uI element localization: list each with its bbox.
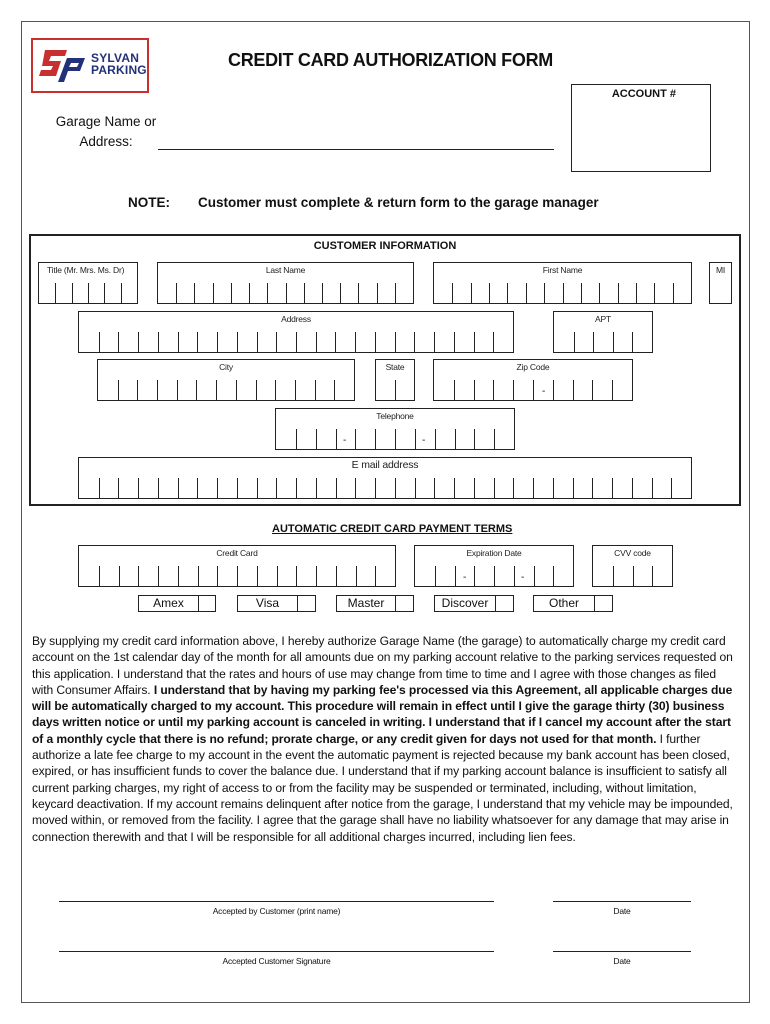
expiration-date-field[interactable]	[414, 545, 574, 587]
char-box-tick	[277, 566, 278, 586]
char-box-tick	[178, 566, 179, 586]
char-box-tick	[336, 429, 337, 449]
zip-code-label: Zip Code	[516, 362, 550, 372]
char-box-tick	[375, 332, 376, 352]
zip-code-field[interactable]	[433, 359, 633, 401]
char-box-tick	[592, 380, 593, 400]
exp-separator-1: -	[463, 572, 467, 583]
char-box-tick	[316, 478, 317, 498]
char-box-tick	[237, 332, 238, 352]
char-box-tick	[177, 380, 178, 400]
card-type-other[interactable]	[533, 595, 613, 612]
char-box-tick	[395, 478, 396, 498]
sp-logo-mark-icon	[37, 46, 89, 86]
title-field[interactable]	[38, 262, 138, 304]
date-line-1[interactable]	[553, 901, 691, 902]
middle-initial-field[interactable]	[709, 262, 732, 304]
char-box-tick	[494, 566, 495, 586]
char-box-tick	[119, 566, 120, 586]
char-box-tick	[178, 478, 179, 498]
char-box-tick	[553, 478, 554, 498]
char-box-tick	[395, 429, 396, 449]
char-box-tick	[533, 380, 534, 400]
card-type-master[interactable]	[336, 595, 414, 612]
char-box-tick	[599, 283, 600, 303]
char-box-tick	[455, 429, 456, 449]
char-box-tick	[257, 566, 258, 586]
char-box-tick	[304, 283, 305, 303]
char-box-tick	[573, 478, 574, 498]
city-label: City	[219, 362, 233, 372]
char-box-tick	[593, 332, 594, 352]
char-box-tick	[336, 566, 337, 586]
note-label: NOTE:	[128, 195, 170, 210]
credit-card-number-field[interactable]	[78, 545, 396, 587]
char-box-tick	[395, 332, 396, 352]
char-box-tick	[118, 332, 119, 352]
char-box-tick	[296, 429, 297, 449]
note-text: Customer must complete & return form to the garage manager	[198, 195, 599, 210]
card-type-amex-label: Amex	[139, 596, 199, 611]
char-box-tick	[435, 429, 436, 449]
char-box-tick	[375, 478, 376, 498]
title-field-label: Title (Mr. Mrs. Ms. Dr)	[47, 265, 125, 275]
char-box-tick	[267, 283, 268, 303]
char-box-tick	[296, 478, 297, 498]
char-box-tick	[435, 566, 436, 586]
char-box-tick	[138, 332, 139, 352]
char-box-tick	[553, 566, 554, 586]
char-box-tick	[138, 566, 139, 586]
char-box-tick	[454, 380, 455, 400]
char-box-tick	[494, 478, 495, 498]
char-box-tick	[118, 478, 119, 498]
char-box-tick	[494, 429, 495, 449]
char-box-tick	[671, 478, 672, 498]
char-box-tick	[104, 283, 105, 303]
char-box-tick	[236, 380, 237, 400]
char-box-tick	[257, 478, 258, 498]
char-box-tick	[213, 283, 214, 303]
char-box-tick	[256, 380, 257, 400]
char-box-tick	[632, 332, 633, 352]
char-box-tick	[335, 332, 336, 352]
address-label: Address	[281, 314, 311, 324]
cvv-field[interactable]	[592, 545, 673, 587]
char-box-tick	[474, 380, 475, 400]
char-box-tick	[474, 332, 475, 352]
email-label: E mail address	[351, 459, 419, 471]
char-box-tick	[217, 566, 218, 586]
last-name-label: Last Name	[265, 265, 306, 275]
payment-terms-heading: AUTOMATIC CREDIT CARD PAYMENT TERMS	[272, 523, 513, 535]
card-type-discover[interactable]	[434, 595, 514, 612]
char-box-tick	[654, 283, 655, 303]
char-box-tick	[563, 283, 564, 303]
char-box-tick	[237, 566, 238, 586]
char-box-tick	[415, 478, 416, 498]
card-type-other-label: Other	[534, 596, 595, 611]
char-box-tick	[138, 478, 139, 498]
zip-separator: -	[542, 386, 546, 397]
logo-text: SYLVAN PARKING	[91, 51, 147, 77]
apt-label: APT	[595, 314, 611, 324]
expiration-label: Expiration Date	[466, 548, 522, 558]
print-name-label: Accepted by Customer (print name)	[212, 906, 341, 916]
char-box-tick	[217, 478, 218, 498]
char-box-tick	[137, 380, 138, 400]
char-box-tick	[355, 332, 356, 352]
signature-line[interactable]	[59, 951, 494, 952]
exp-separator-2: -	[521, 572, 525, 583]
char-box-tick	[434, 478, 435, 498]
char-box-tick	[358, 283, 359, 303]
card-type-visa-label: Visa	[238, 596, 298, 611]
char-box-tick	[216, 380, 217, 400]
char-box-tick	[553, 380, 554, 400]
char-box-tick	[474, 566, 475, 586]
form-title: CREDIT CARD AUTHORIZATION FORM	[228, 50, 553, 70]
char-box-tick	[55, 283, 56, 303]
char-box-tick	[395, 380, 396, 400]
char-box-tick	[652, 566, 653, 586]
char-box-tick	[612, 478, 613, 498]
char-box-tick	[493, 380, 494, 400]
char-box-tick	[257, 332, 258, 352]
sylvan-parking-logo	[31, 38, 149, 93]
char-box-tick	[526, 283, 527, 303]
char-box-tick	[158, 478, 159, 498]
char-box-tick	[340, 283, 341, 303]
date-label-2: Date	[613, 956, 631, 966]
char-box-tick	[88, 283, 89, 303]
char-box-tick	[355, 478, 356, 498]
char-box-tick	[157, 380, 158, 400]
char-box-tick	[99, 478, 100, 498]
char-box-tick	[633, 566, 634, 586]
telephone-label: Telephone	[376, 411, 414, 421]
char-box-tick	[533, 478, 534, 498]
char-box-tick	[231, 283, 232, 303]
char-box-tick	[237, 478, 238, 498]
char-box-tick	[334, 380, 335, 400]
char-box-tick	[316, 566, 317, 586]
agreement-bold-terms: I understand that by having my parking fee's processed via this Agreement, all applicable charges due will be automatically charged to my account. This procedure will remain in effect until I give the garage thirty (30) business days written notice or until my parking account is canceled in writing. I understand that if I cancel my account after the start of a monthly cycle that there is no refund; prorate charge, or any credit given for days not used for that month.	[32, 682, 733, 746]
char-box-tick	[514, 566, 515, 586]
char-box-tick	[534, 566, 535, 586]
char-box-tick	[196, 380, 197, 400]
char-box-tick	[375, 429, 376, 449]
char-box-tick	[455, 566, 456, 586]
char-box-tick	[356, 566, 357, 586]
char-box-tick	[286, 283, 287, 303]
char-box-tick	[276, 332, 277, 352]
char-box-tick	[474, 478, 475, 498]
char-box-tick	[612, 380, 613, 400]
char-box-tick	[434, 332, 435, 352]
char-box-tick	[377, 283, 378, 303]
agreement-paragraph-1: By supplying my credit card information above, I hereby authorize Garage Name (the garage) to automatically charge my credit card account on the 1st calendar day of the month for all amounts due on my parking account relative to the parking services requested on this application. I understand that the rates and hours of use may change from time to time and I agree with those changes as filed with Consumer Affairs.	[32, 634, 733, 697]
char-box-tick	[275, 380, 276, 400]
char-box-tick	[315, 380, 316, 400]
char-box-tick	[414, 332, 415, 352]
char-box-tick	[632, 478, 633, 498]
char-box-tick	[217, 332, 218, 352]
char-box-tick	[316, 332, 317, 352]
char-box-tick	[454, 332, 455, 352]
char-box-tick	[158, 332, 159, 352]
char-box-tick	[336, 478, 337, 498]
char-box-tick	[544, 283, 545, 303]
char-box-tick	[513, 380, 514, 400]
char-box-tick	[471, 283, 472, 303]
char-box-tick	[489, 283, 490, 303]
char-box-tick	[673, 283, 674, 303]
char-box-tick	[636, 283, 637, 303]
account-number-box[interactable]	[571, 84, 711, 172]
state-label: State	[385, 362, 405, 372]
char-box-tick	[573, 380, 574, 400]
signature-label: Accepted Customer Signature	[222, 956, 331, 966]
char-box-tick	[296, 566, 297, 586]
char-box-tick	[295, 380, 296, 400]
agreement-paragraph-2: I further authorize a late fee charge to my account in the event the automatic payment is rejected because my bank account has been closed, expired, or has insufficient funds to cover the balance due. I understand that if my parking account balance is insufficient to satisfy all current parking charges, my right of access to or from the facility may be suspended or terminated, including, without limitation, keycard deactivation. If my account remains delinquent after notice from the garage, I understand that my vehicle may be impounded, moved within, or removed from the facility. I agree that the garage shall have no liability whatsoever for any damage that may arise in connection therewith and that I will be responsible for all additional charges incurred, including lien fees.	[32, 731, 733, 844]
char-box-tick	[652, 478, 653, 498]
telephone-field[interactable]	[275, 408, 515, 450]
char-box-tick	[513, 478, 514, 498]
customer-information-heading: CUSTOMER INFORMATION	[313, 240, 457, 252]
char-box-tick	[322, 283, 323, 303]
char-box-tick	[592, 478, 593, 498]
card-type-discover-label: Discover	[435, 596, 496, 611]
char-box-tick	[176, 283, 177, 303]
first-name-label: First Name	[542, 265, 583, 275]
card-type-visa[interactable]	[237, 595, 316, 612]
char-box-tick	[121, 283, 122, 303]
address-field[interactable]	[78, 311, 514, 353]
credit-card-label: Credit Card	[216, 548, 258, 558]
char-box-tick	[316, 429, 317, 449]
last-name-field[interactable]	[157, 262, 414, 304]
char-box-tick	[99, 332, 100, 352]
char-box-tick	[493, 332, 494, 352]
char-box-tick	[276, 478, 277, 498]
char-box-tick	[474, 429, 475, 449]
char-box-tick	[618, 283, 619, 303]
card-type-master-label: Master	[337, 596, 396, 611]
email-field[interactable]	[78, 457, 692, 499]
date-line-2[interactable]	[553, 951, 691, 952]
char-box-tick	[395, 283, 396, 303]
char-box-tick	[72, 283, 73, 303]
char-box-tick	[158, 566, 159, 586]
authorization-agreement-text	[32, 633, 740, 845]
char-box-tick	[574, 332, 575, 352]
char-box-tick	[355, 429, 356, 449]
char-box-tick	[296, 332, 297, 352]
char-box-tick	[197, 478, 198, 498]
char-box-tick	[249, 283, 250, 303]
account-label: ACCOUNT #	[611, 88, 676, 100]
char-box-tick	[507, 283, 508, 303]
char-box-tick	[198, 566, 199, 586]
char-box-tick	[415, 429, 416, 449]
apt-field[interactable]	[553, 311, 653, 353]
char-box-tick	[454, 478, 455, 498]
char-box-tick	[613, 332, 614, 352]
print-name-line[interactable]	[59, 901, 494, 902]
char-box-tick	[118, 380, 119, 400]
first-name-field[interactable]	[433, 262, 692, 304]
mi-label: MI	[715, 265, 726, 275]
char-box-tick	[375, 566, 376, 586]
phone-separator-2: -	[422, 435, 426, 446]
char-box-tick	[99, 566, 100, 586]
char-box-tick	[581, 283, 582, 303]
city-field[interactable]	[97, 359, 355, 401]
char-box-tick	[197, 332, 198, 352]
garage-name-label: Garage Name or Address:	[55, 114, 157, 149]
card-type-amex[interactable]	[138, 595, 216, 612]
char-box-tick	[178, 332, 179, 352]
date-label-1: Date	[613, 906, 631, 916]
cvv-label: CVV code	[614, 548, 651, 558]
char-box-tick	[452, 283, 453, 303]
phone-separator-1: -	[343, 435, 347, 446]
char-box-tick	[194, 283, 195, 303]
char-box-tick	[613, 566, 614, 586]
garage-name-field[interactable]	[158, 149, 554, 150]
state-field[interactable]	[375, 359, 415, 401]
